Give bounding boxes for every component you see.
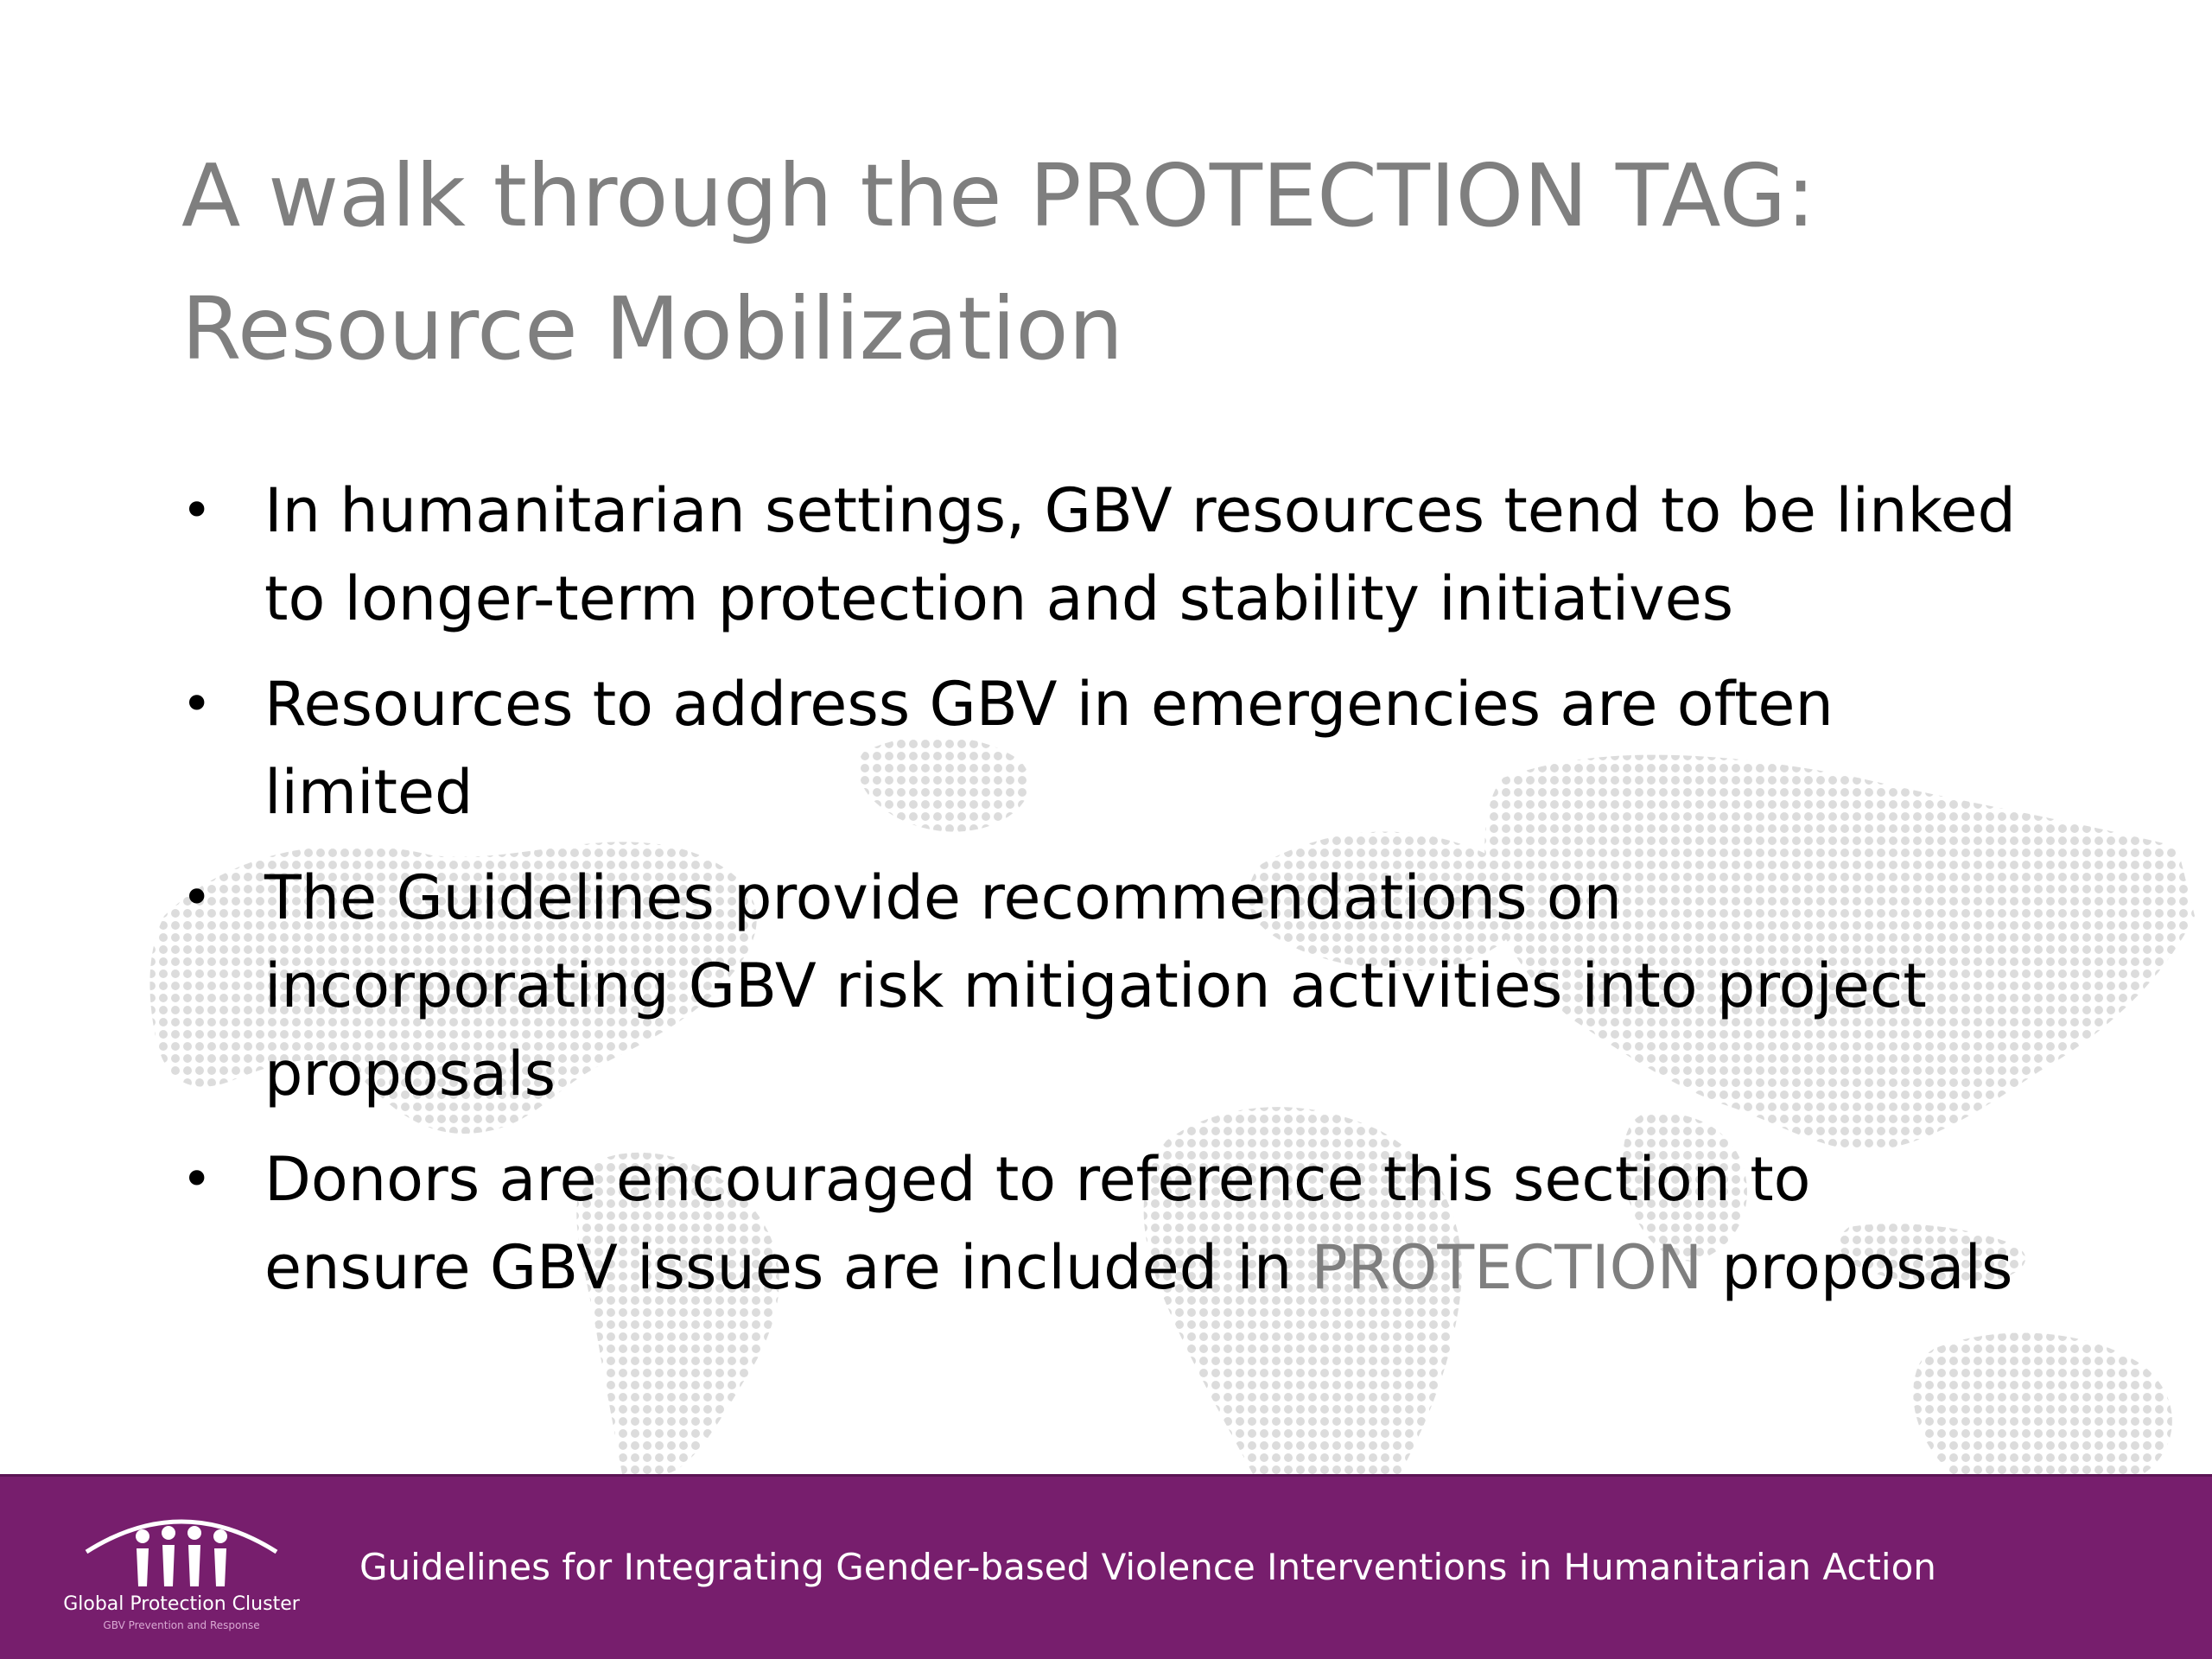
protection-highlight: PROTECTION [1311,1232,1703,1303]
bullet-text: Resources to address GBV in emergencies are often limited [264,669,1834,828]
bullet-icon: • [181,868,213,928]
logo-subtitle: GBV Prevention and Response [103,1619,260,1631]
bullet-line-with-highlight: ensure GBV issues are included in PROTECTION proposals [264,1232,2013,1303]
global-protection-cluster-logo-icon [60,1500,302,1647]
list-item [181,660,2065,836]
bullet-text: The Guidelines provide recommendations on incorporating GBV risk mitigation activities into project proposals [264,862,1927,1109]
bullet-list [181,467,2065,1329]
logo-name: Global Protection Cluster [63,1593,300,1615]
bullet-icon: • [181,480,213,541]
list-item [181,854,2065,1118]
footer-divider [0,1474,2212,1477]
bullet-icon: • [181,674,213,734]
bullet-text: Donors are encouraged to reference this section to ensure GBV issues are included in PROTECTION proposals [264,1135,2065,1312]
bullet-icon: • [181,1149,213,1210]
list-item [181,467,2065,643]
footer-bar [0,1474,2212,1659]
logo-graphic-icon [60,1500,302,1595]
page-title [181,130,2082,396]
title-line-2: Resource Mobilization [181,278,1123,379]
footer-text: Guidelines for Integrating Gender-based Violence Interventions in Humanitarian Action [359,1546,1936,1588]
list-item [181,1135,2065,1312]
title-line-1: A walk through the PROTECTION TAG: [181,145,1815,246]
bullet-text: In humanitarian settings, GBV resources tend to be linked to longer-term protection and stability initiatives [264,475,2016,634]
